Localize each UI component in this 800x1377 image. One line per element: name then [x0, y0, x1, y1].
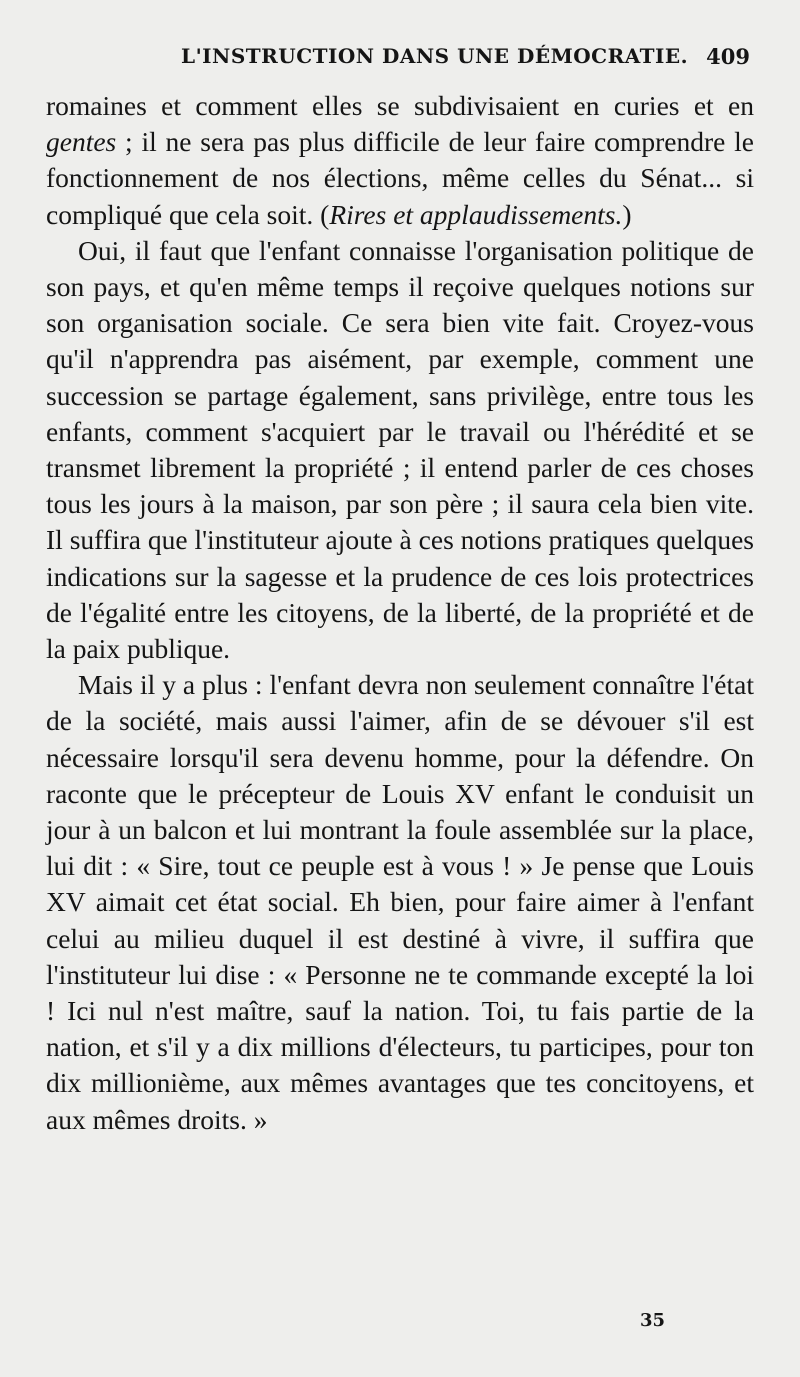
running-head [46, 44, 754, 74]
running-title: L'INSTRUCTION DANS UNE DÉMOCRATIE. [181, 44, 689, 68]
italic-gentes: gentes [46, 126, 117, 158]
paragraph-1-text-c: ) [622, 198, 632, 230]
page-number: 409 [706, 44, 750, 69]
signature-mark: 35 [640, 1310, 666, 1331]
italic-applause: Rires et applaudissements. [329, 198, 623, 230]
paragraph-1 [46, 88, 754, 233]
paragraph-3: Mais il y a plus : l'enfant devra non seulement connaître l'état de la société, mais aussi l'aimer, afin de se dévouer s'il est nécessaire lorsqu'il sera devenu homme, pour la défendre. On raconte que le précepteur de Louis XV enfant le conduisit un jour à un balcon et lui montrant la foule assemblée sur la place, lui dit : « Sire, tout ce peuple est à vous ! » Je pense que Louis XV aimait cet état social. Eh bien, pour faire aimer à l'enfant celui au milieu duquel il est destiné à vivre, il suffira que l'instituteur lui dise : « Personne ne te commande excepté la loi ! Ici nul n'est maître, sauf la nation. Toi, tu fais partie de la nation, et s'il y a dix millions d'électeurs, tu participes, pour ton dix millionième, aux mêmes avantages que tes concitoyens, et aux mêmes droits. » [46, 669, 754, 1135]
body-text [46, 88, 754, 1138]
paragraph-1-text-b: ; il ne sera pas plus difficile de leur faire comprendre le fonctionnement de nos élections, même celles du Sénat... si compliqué que cela soit. ( [46, 126, 754, 230]
paragraph-2: Oui, il faut que l'enfant connaisse l'organisation politique de son pays, et qu'en même temps il reçoive quelques notions sur son organisation sociale. Ce sera bien vite fait. Croyez-vous qu'il n'apprendra pas aisément, par exemple, comment une succession se partage également, sans privilège, entre tous les enfants, comment s'acquiert par le travail ou l'hérédité et se transmet librement la propriété ; il entend parler de ces choses tous les jours à la maison, par son père ; il saura cela bien vite. Il suffira que l'instituteur ajoute à ces notions pratiques quelques indications sur la sagesse et la prudence de ces lois protectrices de l'égalité entre les citoyens, de la liberté, de la propriété et de la paix publique. [46, 234, 754, 665]
paragraph-1-text-a: romaines et comment elles se subdivisaient en curies et en [46, 90, 754, 121]
